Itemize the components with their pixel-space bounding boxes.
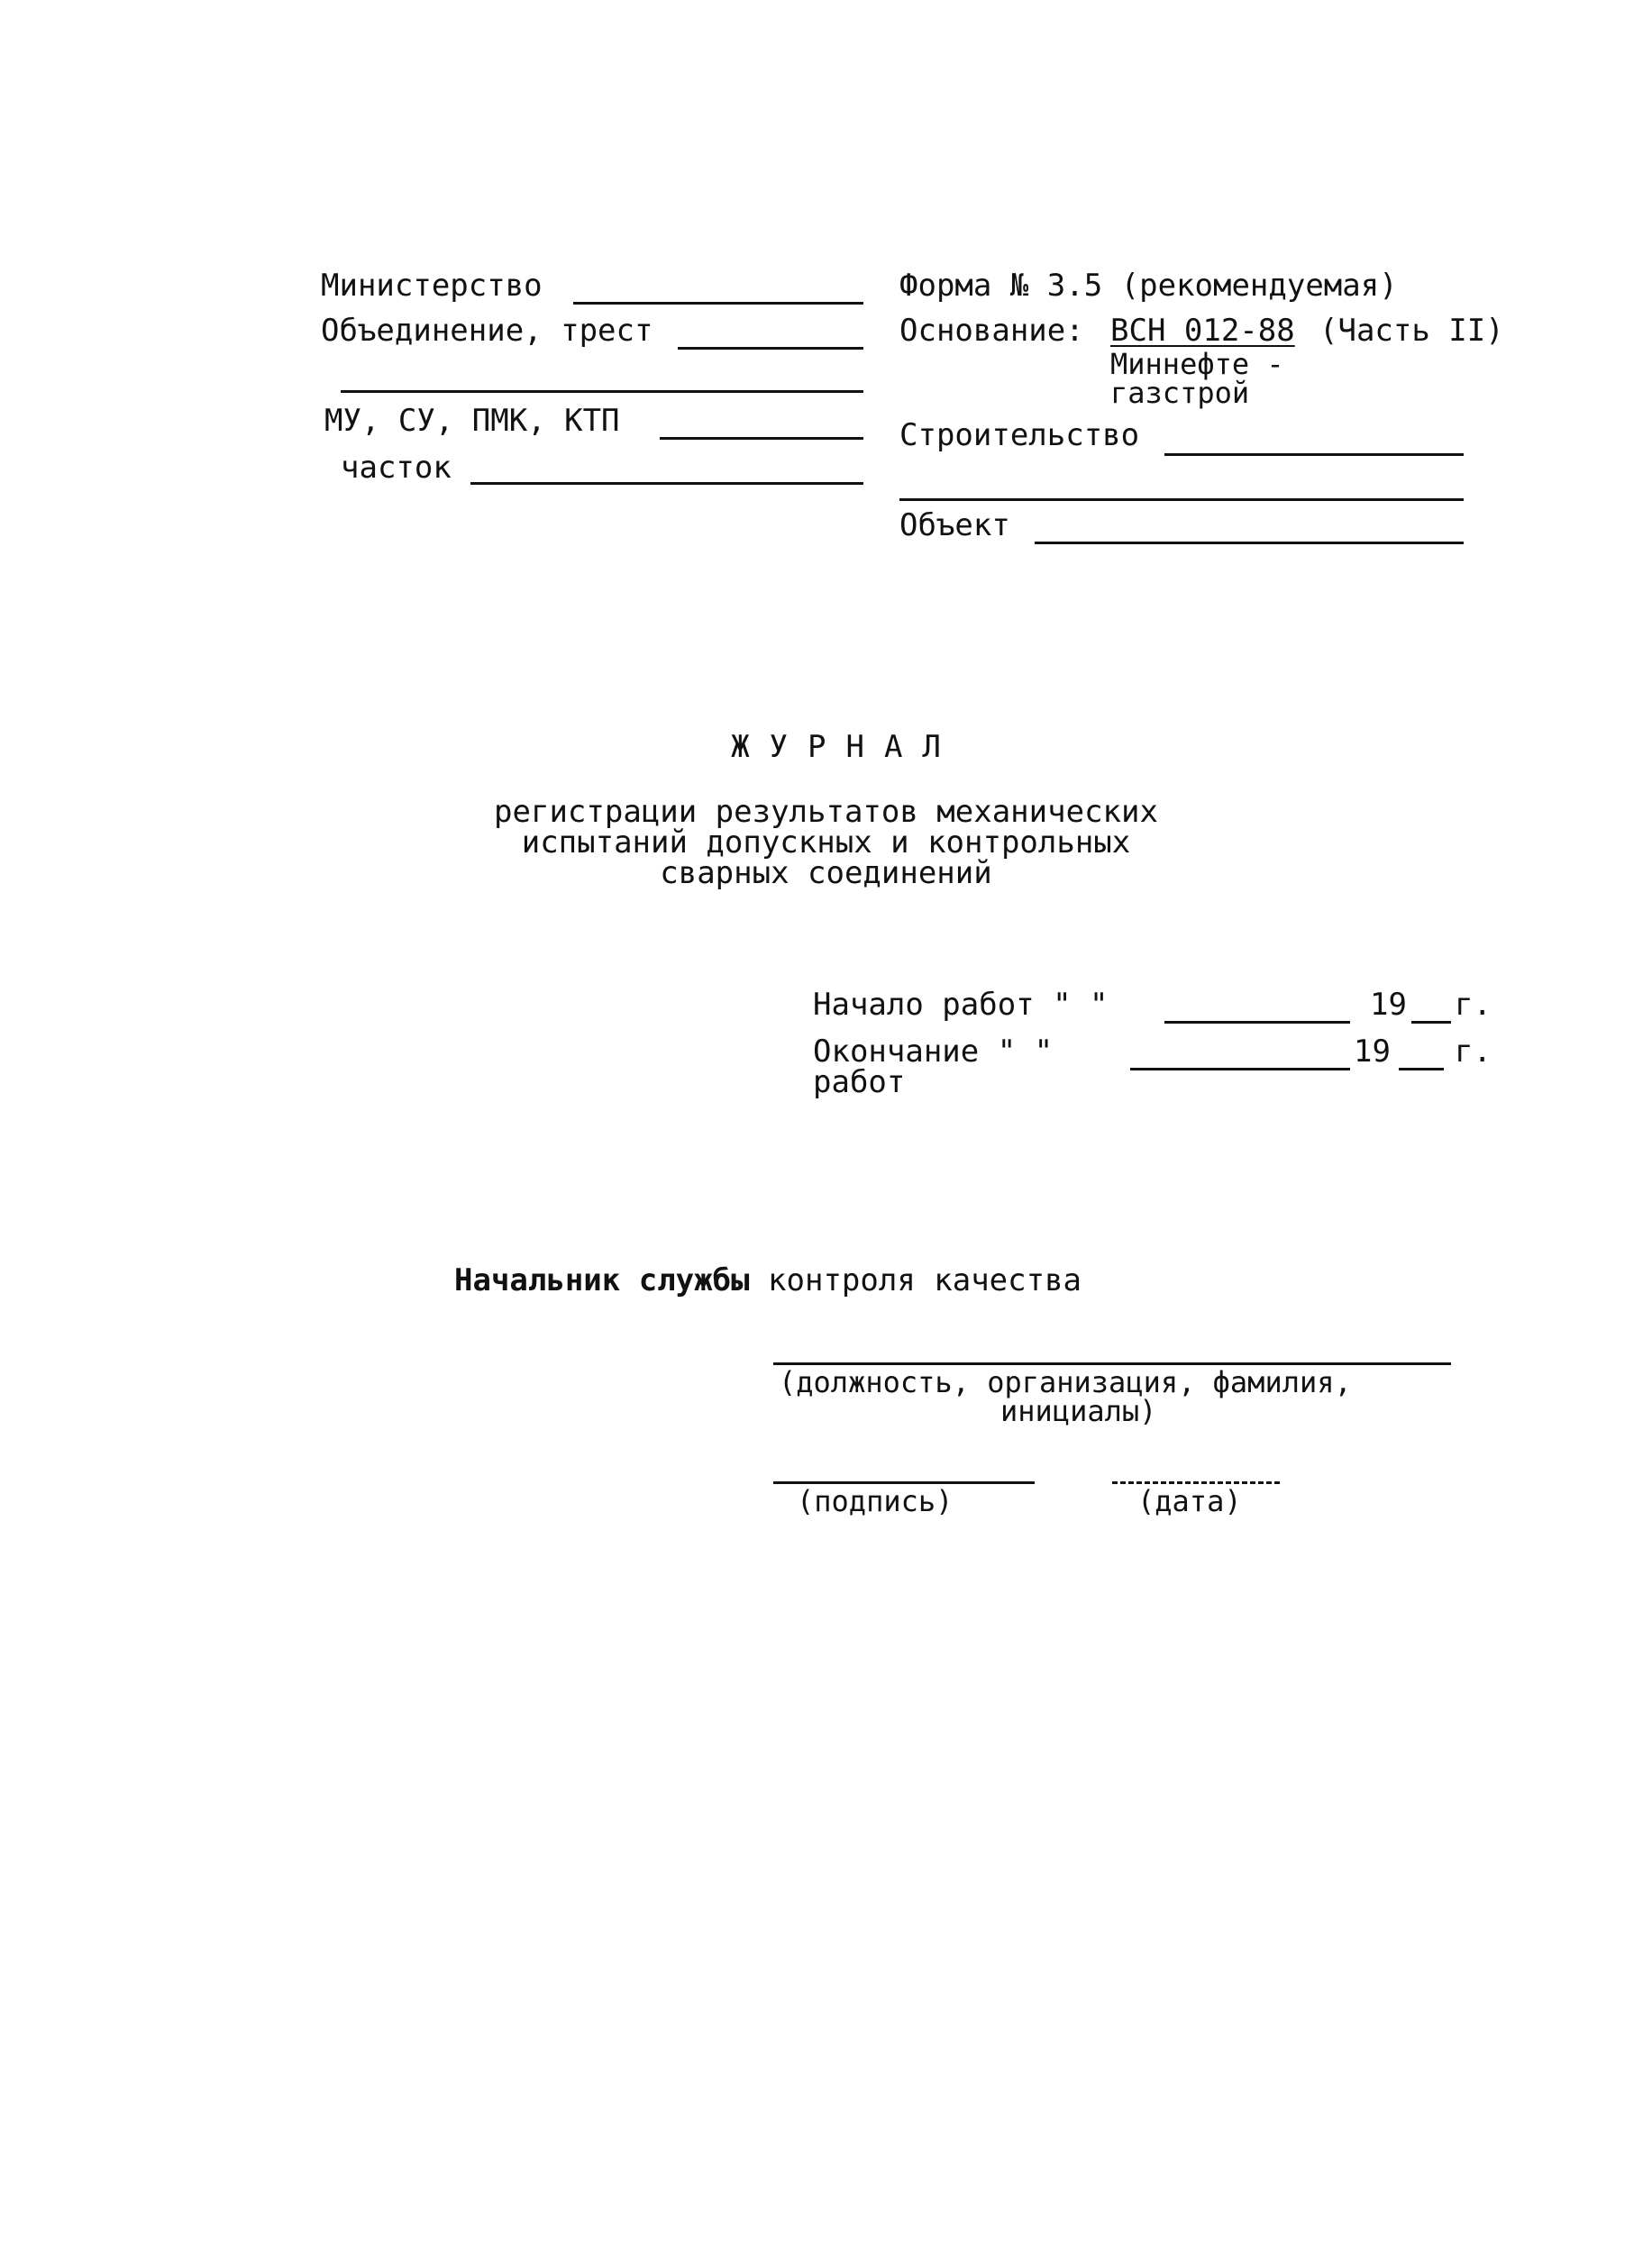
object-field[interactable] — [1035, 542, 1464, 544]
form-number: Форма № 3.5 (рекомендуемая) — [899, 268, 1398, 304]
start-date-label: Начало работ " " — [813, 987, 1109, 1023]
association-field[interactable] — [678, 347, 863, 350]
basis-org-line-1: Миннефте - — [1110, 347, 1284, 381]
head-title-bold-1: Начальник — [454, 1262, 621, 1298]
title-main: ЖУРНАЛ — [731, 729, 961, 765]
end-date-label-2: работ — [813, 1064, 906, 1100]
end-date-field[interactable] — [1130, 1068, 1350, 1070]
basis-document: ВСН 012-88 — [1110, 313, 1295, 349]
end-year-field[interactable] — [1399, 1068, 1444, 1070]
start-year-field[interactable] — [1411, 1021, 1451, 1024]
end-date-label: Окончание " " — [813, 1034, 1054, 1070]
signature-caption: (подпись) — [797, 1484, 954, 1518]
ministry-field[interactable] — [573, 302, 863, 305]
end-year-prefix: 19 — [1354, 1034, 1391, 1070]
construction-field[interactable] — [1164, 453, 1464, 456]
units-label: МУ, СУ, ПМК, КТП — [324, 403, 620, 439]
section-field[interactable] — [470, 482, 863, 485]
end-year-suffix: г. — [1455, 1034, 1492, 1070]
title-sub-line-3: сварных соединений — [660, 855, 992, 891]
position-caption-2: инициалы) — [1000, 1394, 1157, 1428]
start-year-prefix: 19 — [1370, 987, 1407, 1023]
title-sub-line-1: регистрации результатов механических — [494, 794, 1158, 830]
start-date-field[interactable] — [1164, 1021, 1350, 1024]
section-label: часток — [341, 450, 452, 486]
construction-label: Строительство — [899, 417, 1140, 453]
association-field-continued[interactable] — [341, 390, 863, 393]
basis-label: Основание: — [899, 313, 1084, 349]
basis-part: (Часть II) — [1319, 313, 1504, 349]
start-year-suffix: г. — [1455, 987, 1492, 1023]
ministry-label: Министерство — [321, 268, 543, 304]
title-sub-line-2: испытаний допускных и контрольных — [521, 824, 1131, 861]
position-caption-1: (должность, организация, фамилия, — [779, 1365, 1352, 1399]
head-title-rest: контроля качества — [768, 1262, 1082, 1298]
units-field[interactable] — [660, 437, 863, 440]
date-caption: (дата) — [1137, 1484, 1242, 1518]
construction-field-continued[interactable] — [899, 498, 1464, 501]
basis-org-line-2: газстрой — [1110, 376, 1250, 410]
head-title — [454, 1262, 1082, 1298]
head-title-bold-2: службы — [638, 1262, 750, 1298]
object-label: Объект — [899, 507, 1010, 543]
association-label: Объединение, трест — [321, 313, 653, 349]
